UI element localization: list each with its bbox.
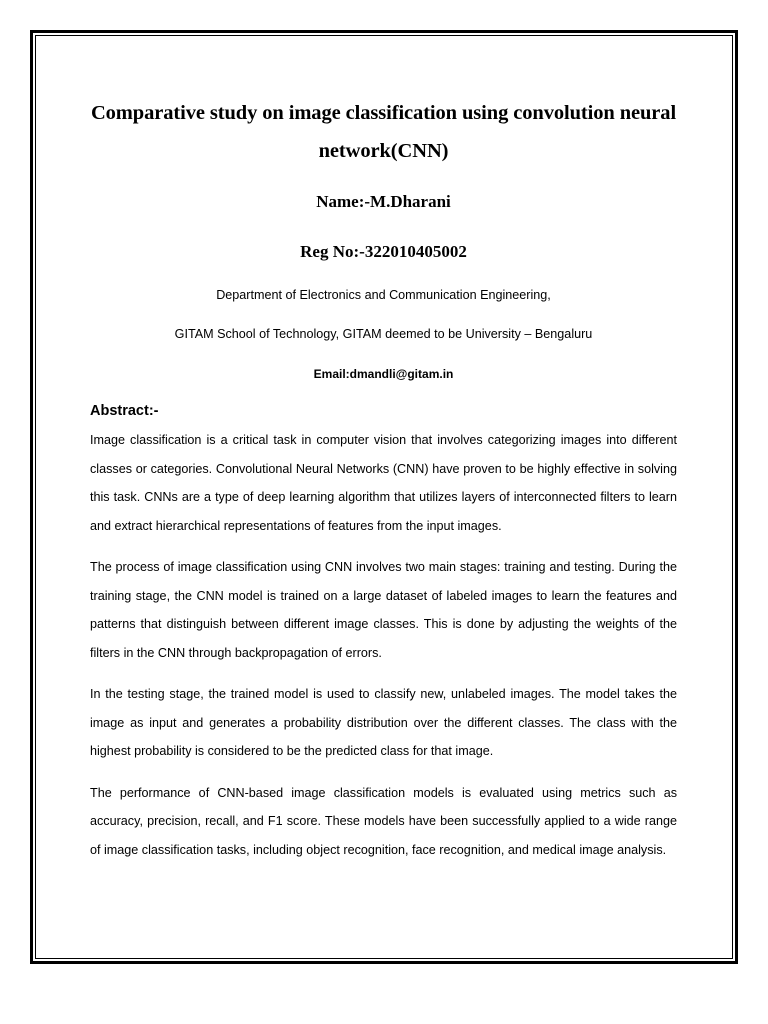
abstract-paragraph: In the testing stage, the trained model is used to classify new, unlabeled images. The model takes the image as input and generates a probability distribution over the different classes. The class with the highest probability is considered to be the predicted class for that image. <box>90 687 677 758</box>
abstract-heading: Abstract:- <box>90 403 159 419</box>
abstract-paragraph: Image classification is a critical task in computer vision that involves categorizing images into different classes or categories. Convolutional Neural Networks (CNN) have proven to be highly effective in solving this task. CNNs are a type of deep learning algorithm that utilizes layers of interconnected filters to learn and extract hierarchical representations of features from the input images. <box>90 433 677 533</box>
abstract-paragraph: The process of image classification using CNN involves two main stages: training and testing. During the training stage, the CNN model is trained on a large dataset of labeled images to learn the features and patterns that distinguish between different image classes. This is done by adjusting the weights of the filters in the CNN through backpropagation of errors. <box>90 560 677 660</box>
institution: GITAM School of Technology, GITAM deemed to be University – Bengaluru <box>174 327 593 341</box>
author-email: Email:dmandli@gitam.in <box>313 367 454 381</box>
author-name: Name:-M.Dharani <box>316 192 451 211</box>
paper-title: Comparative study on image classification using convolution neural network(CNN) <box>90 102 677 162</box>
abstract-paragraph: The performance of CNN-based image classification models is evaluated using metrics such as accuracy, precision, recall, and F1 score. These models have been successfully applied to a wide range of image classification tasks, including object recognition, face recognition, and medical image analysis. <box>90 785 677 857</box>
department: Department of Electronics and Communication Engineering, <box>216 288 551 302</box>
paper-page <box>90 94 677 864</box>
registration-number: Reg No:-322010405002 <box>300 242 467 261</box>
